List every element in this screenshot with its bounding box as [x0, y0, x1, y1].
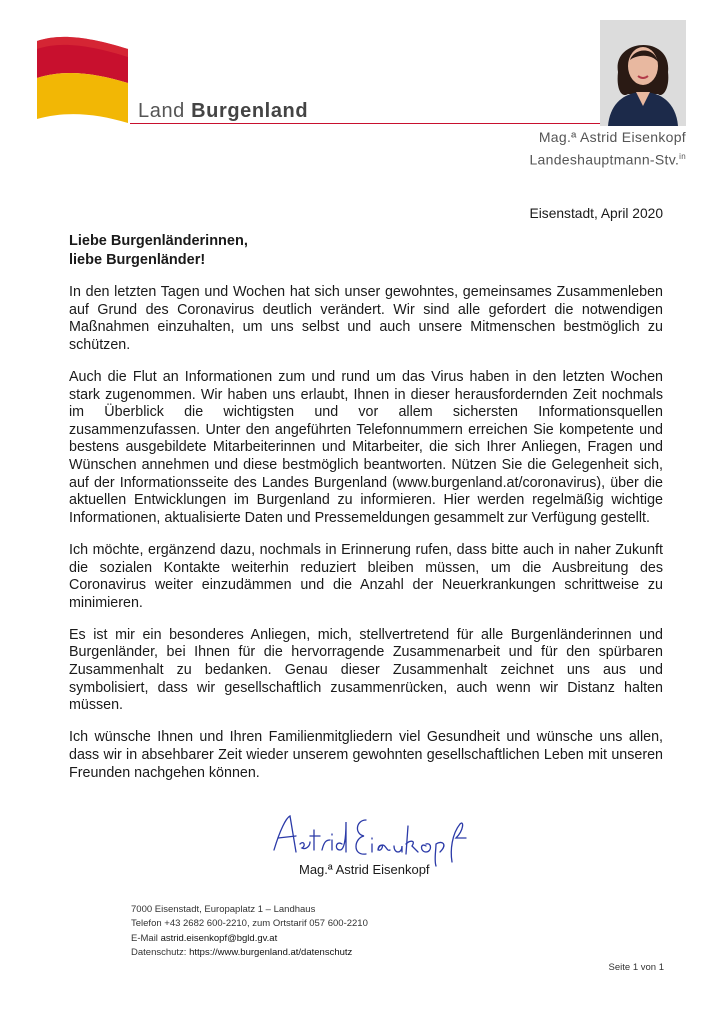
footer-contact [131, 903, 368, 960]
salutation-line-1: Liebe Burgenländerinnen, [69, 233, 248, 249]
author-photo [600, 20, 686, 126]
footer-email-line: E-Mail astrid.eisenkopf@bgld.gv.at [131, 932, 278, 944]
footer-phone: Telefon +43 2682 600-2210, zum Ortstarif 057 600-2210 [131, 918, 368, 930]
footer-privacy-link[interactable]: https://www.burgenland.at/datenschutz [189, 946, 353, 958]
page-number: Seite 1 von 1 [608, 962, 664, 973]
paragraph: In den letzten Tagen und Wochen hat sich unser gewohntes, gemeinsames Zusammenleben auf Grund des Coronavirus deutlich verändert. Wir sind alle gefordert die notwendigen Maßnahmen einzuhalten, um uns selbst und auch unsere Mitmenschen bestmöglich zu schützen. [69, 284, 663, 353]
brand-name: Land Burgenland [138, 100, 309, 122]
letter-date: Eisenstadt, April 2020 [529, 206, 663, 221]
burgenland-flag-logo [35, 33, 130, 128]
paragraph: Ich wünsche Ihnen und Ihren Familienmitgliedern viel Gesundheit und wünsche uns allen, dass wir in absehbarer Zeit wieder unserem gewohnten gesellschaftlichen Leben mit unseren Freunden nachgehen können. [69, 729, 663, 781]
paragraph: Auch die Flut an Informationen zum und rund um das Virus haben in den letzten Wochen stark zugenommen. Wir haben uns erlaubt, Ihnen in dieser herausfordernden Zeit nochmals im Überblick die wichtigsten und vor allem sichersten Informationsquellen zusammenzufassen. Unter den angeführten Telefonnummern erreichen Sie kompetente und bestens ausgebildete Mitarbeiterinnen und Mitarbeiter, die sich Ihrer Anliegen, Fragen und Wünschen annehmen und diese bestmöglich beantworten. Nützen Sie die Gelegenheit sich, auf der Informationsseite des Landes Burgenland (www.burgenland.at/coronavirus), über die aktuellen Entwicklungen im Burgenland zu informieren. Hier werden regelmäßig wichtige Informationen, aktualisierte Daten und Pressemeldungen gesammelt zur Verfügung gestellt. [69, 368, 663, 526]
author-title: Landeshauptmann-Stv.$^{in}$ [529, 151, 686, 168]
footer-privacy-line: Datenschutz: https://www.burgenland.at/datenschutz [131, 946, 353, 958]
signature-name: Mag.ª Astrid Eisenkopf [299, 862, 430, 877]
footer-email-link[interactable]: astrid.eisenkopf@bgld.gv.at [160, 932, 278, 944]
author-block [529, 127, 686, 170]
footer-address: 7000 Eisenstadt, Europaplatz 1 – Landhaus [131, 904, 316, 915]
salutation [69, 232, 248, 270]
paragraph: Ich möchte, ergänzend dazu, nochmals in Erinnerung rufen, dass bitte auch in naher Zukunft die sozialen Kontakte weiterhin reduziert bleiben müssen, um die Ausbreitung des Coronavirus weiter einzudämmen und die Anzahl der Neuerkrankungen schrittweise zu minimieren. [69, 541, 663, 611]
paragraph: Es ist mir ein besonderes Anliegen, mich, stellvertretend für alle Burgenländerinnen und Burgenländer, bei Ihnen für die hervorragende Zusammenarbeit und für den spürbaren Zusammenhalt zu bedanken. Genau dieser Zusammenhalt zeichnet uns aus und symbolisiert, dass wir gesellschaftlich zusammenrücken, auch wenn wir Distanz halten müssen. [69, 626, 663, 714]
letter-body [69, 284, 663, 797]
author-name: Mag.ª Astrid Eisenkopf [538, 129, 686, 145]
salutation-line-2: liebe Burgenländer! [69, 252, 206, 268]
handwritten-signature [270, 810, 470, 868]
